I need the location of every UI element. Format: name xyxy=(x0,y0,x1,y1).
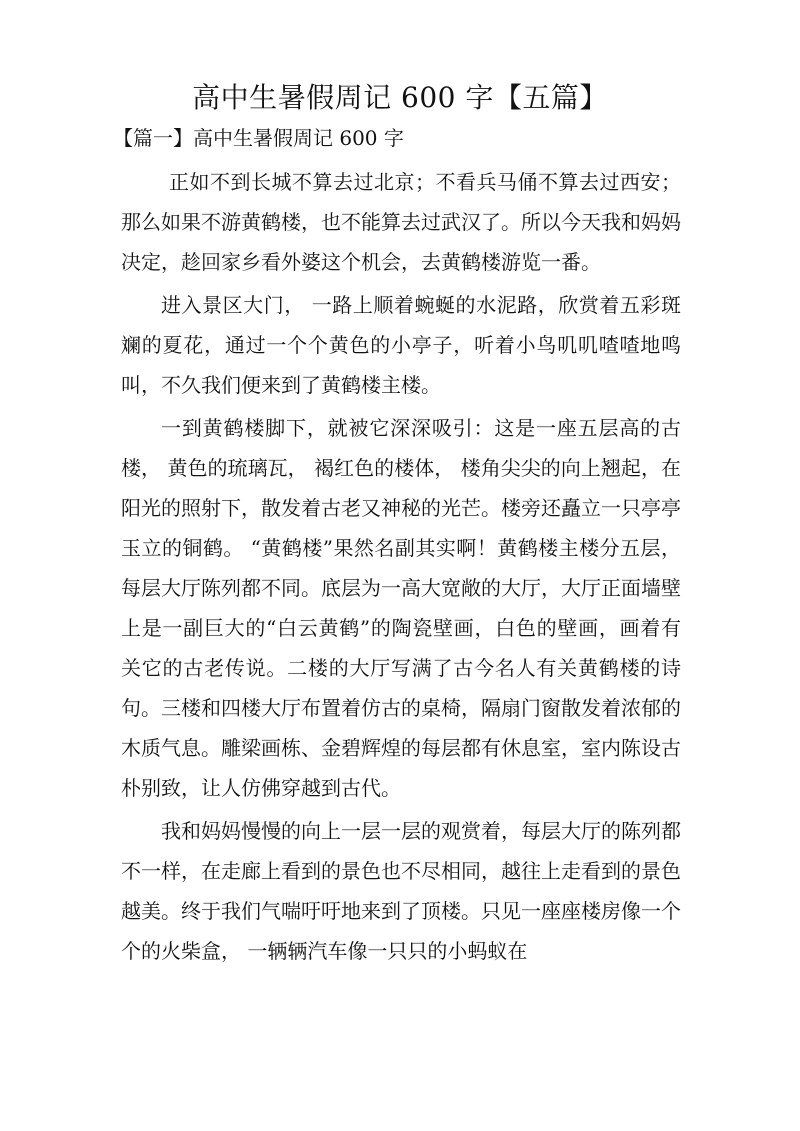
paragraph-3: 一到黄鹤楼脚下，就被它深深吸引：这是一座五层高的古楼， 黄色的琉璃瓦， 褐红色的楼体， 楼角尖尖的向上翘起，在阳光的照射下，散发着古老又神秘的光芒。楼旁还矗立一只亭亭玉立的铜鹤。 “黄鹤楼”果然名副其实啊！黄鹤楼主楼分五层， 每层大厅陈列都不同。底层为一高大宽敞的大厅，大厅正面墙壁上是一副巨大的“白云黄鹤”的陶瓷壁画，白色的壁画，画着有关它的古老传说。二楼的大厅写满了古今名人有关黄鹤楼的诗句。三楼和四楼大厅布置着仿古的桌椅，隔扇门窗散发着浓郁的木质气息。雕梁画栋、金碧辉煌的每层都有休息室，室内陈设古朴别致，让人仿佛穿越到古代。 xyxy=(121,416,681,800)
document-title: 高中生暑假周记 600 字【五篇】 xyxy=(192,81,608,114)
section-heading: 【篇一】高中生暑假周记 600 字 xyxy=(113,126,404,150)
paragraph-1: 正如不到长城不算去过北京；不看兵马俑不算去过西安；那么如果不游黄鹤楼，也不能算去过武汉了。所以今天我和妈妈决定，趁回家乡看外婆这个机会，去黄鹤楼游览一番。 xyxy=(121,170,681,274)
paragraph-4: 我和妈妈慢慢的向上一层一层的观赏着，每层大厅的陈列都不一样，在走廊上看到的景色也不尽相同，越往上走看到的景色越美。终于我们气喘吁吁地来到了顶楼。只见一座座楼房像一个个的火柴盒， 一辆辆汽车像一只只的小蚂蚁在 xyxy=(121,819,681,963)
paragraph-2: 进入景区大门， 一路上顺着蜿蜒的水泥路，欣赏着五彩斑斓的夏花，通过一个个黄色的小亭子，听着小鸟叽叽喳喳地鸣叫，不久我们便来到了黄鹤楼主楼。 xyxy=(121,293,681,397)
essay-body xyxy=(121,162,681,974)
